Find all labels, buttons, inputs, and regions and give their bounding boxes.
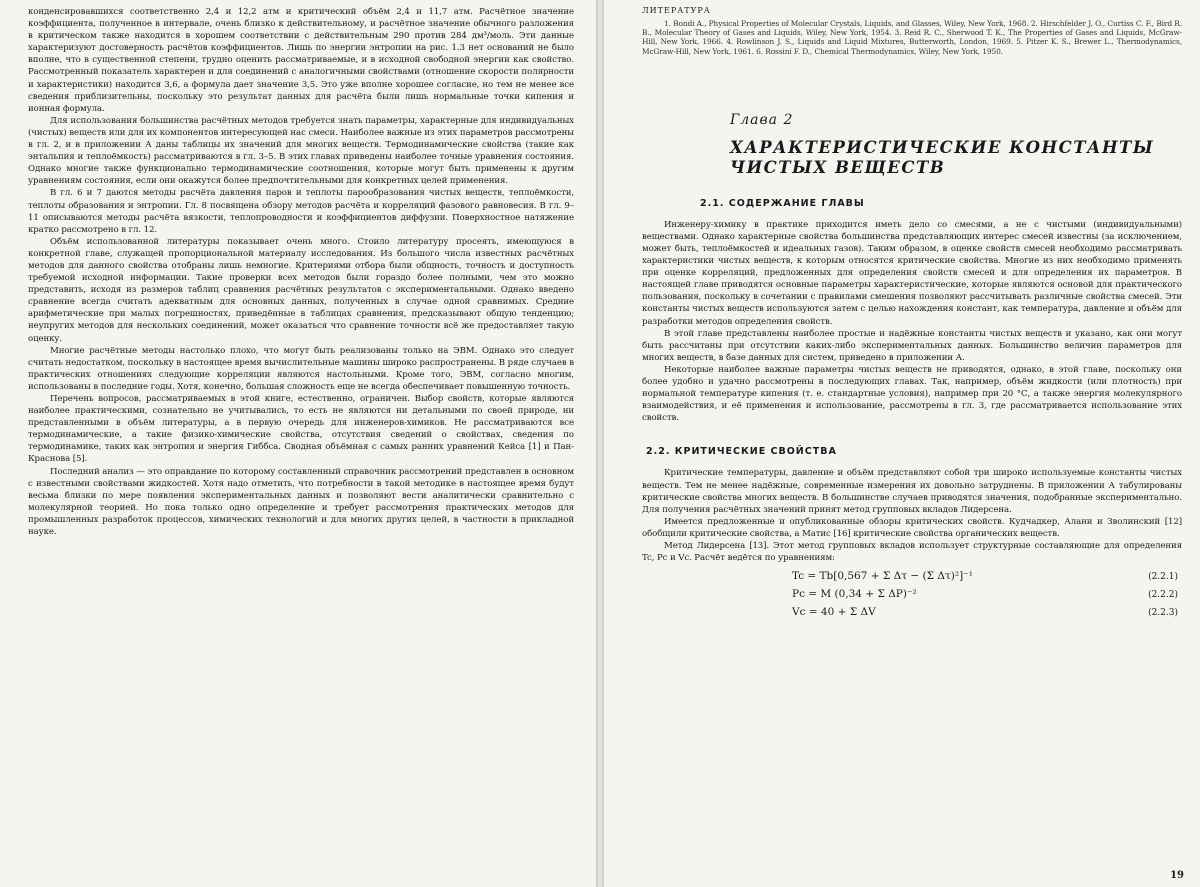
references-list	[642, 19, 1182, 56]
chapter-title: ХАРАКТЕРИСТИЧЕСКИЕ КОНСТАНТЫ ЧИСТЫХ ВЕЩЕСТВ	[730, 137, 1155, 177]
section1-paragraph-2: В этой главе представлены наиболее простые и надёжные константы чистых веществ и указано, как они могут быть рассчитаны при отсутствии каких-либо экспериментальных данных. Большинство величин параметров для многих веществ, в базе данных для систем, приведено в приложении А.	[642, 328, 1182, 363]
equation-2-2-2	[642, 588, 1182, 600]
section2-paragraph-2: Имеется предложенные и опубликованные обзоры критических свойств. Кудчадкер, Алани и Зволинский [12] обобщили критические свойства, а Матис [16] критические свойства органических веществ.	[642, 516, 1182, 539]
left-paragraph-4: Объём использованной литературы показывает очень много. Стоило литературу просеять, имеющуюся в конкретной главе, служащей пропорциональной материалу исследования. Из большого числа известных расчётных методов для данного свойства отобраны лишь немногие. Критериями отбора были общность, точность и доступность требуемой исходной информации. Такие проверки всех методов были гораздо более полными, чем это можно представить, исходя из размеров таблиц сравнения расчётных результатов с экспериментальными. Однако введено сравнение всегда считать адекватным для основных данных, полученных в случае одной сравнимых. Средние арифметические при малых погрешностях, приведённые в таблицах сравнения, предсказывают общую тенденцию; неупругих методов для нескольких соединений, может оказаться что сравнение точности всё же предоставляет такую оценку.	[28, 236, 574, 344]
right-page-text	[642, 6, 1182, 618]
left-paragraph-7: Последний анализ — это оправдание по которому составленный справочник рассмотрений представлен в основном с известными свойствами жидкостей. Хотя надо отметить, что потребности в такой методике в настоящее время будут весьма близки по мере появления экспериментальных данных и позволяют вести аналитически сравнительно с молекулярной теорией. Но пока только одно определение и требует рассмотрения практических методов для промышленных разработок процессов, химических технологий и для многих других целей, в частности в прикладной науке.	[28, 466, 574, 538]
equation-formula: Pc = M (0,34 + Σ ΔP)⁻²	[792, 588, 917, 601]
chapter-label: Глава 2	[730, 111, 794, 128]
book-gutter	[596, 0, 604, 887]
section-title-2-1: 2.1. СОДЕРЖАНИЕ ГЛАВЫ	[700, 197, 865, 209]
left-paragraph-5: Многие расчётные методы настолько плохо, что могут быть реализованы только на ЭВМ. Однако это следует считать недостатком, поскольку в настоящее время вычислительные машины широко распространены. В ряде случаев в практических отношениях следующие корреляции являются настольными. Кроме того, ЭВМ, согласно многим, использованы в последние годы. Хотя, конечно, большая сложность еще не всегда обеспечивает повышенную точность.	[28, 345, 574, 392]
equation-2-2-1	[642, 570, 1182, 582]
page-number: 19	[1170, 870, 1184, 881]
left-paragraph-6: Перечень вопросов, рассматриваемых в этой книге, естественно, ограничен. Выбор свойств, которые являются наиболее практическими, сознательно не учитывались, то есть не являются ни детальными по своей природе, ни представленными в объём литературы, а в первую очередь для инженеров-химиков. Не рассматриваются все термодинамические, а такие физико-химические свойства, отсутствия сведений о свойствах, сведения по термодинамике, таких как энтропия и энергия Гиббса. Сводная объёмная с самых ранних уравнений Кейса [1] и Пан-Краснова [5].	[28, 394, 574, 465]
left-page-text	[28, 6, 574, 538]
equation-formula: Tc = Tb[0,567 + Σ Δτ − (Σ Δτ)²]⁻¹	[792, 570, 973, 583]
section2-paragraph-3: Метод Лидерсена [13]. Этот метод групповых вкладов использует структурные составляющие для определения Tc, Pc и Vc. Расчёт ведётся по уравнениям:	[642, 540, 1182, 564]
section-title-2-2: 2.2. КРИТИЧЕСКИЕ СВОЙСТВА	[646, 446, 837, 458]
section1-paragraph-1: Инженеру-химику в практике приходится иметь дело со смесями, а не с чистыми (индивидуальными) веществами. Однако характерные свойства большинства представляющих интерес смесей известны (за исключением, может быть, теплоёмкостей и идеальных газов). Таким образом, в оценке свойств смесей необходимо рассматривать характеристики чистых веществ, к которым относятся критические свойства. Многие из них необходимо применять при оценке корреляций, предложенных для определения свойств смесей и для определения их параметров. В настоящей главе приводятся основные параметры характеристические, которые являются основой для практического пользования, поскольку в сочетании с правилами смешения позволяют рассчитывать различные свойства смесей. Эти константы чистых веществ используются затем с целью нахождения констант, как температура, давление и объём для разработки методов определения свойств.	[642, 219, 1182, 327]
equation-formula: Vc = 40 + Σ ΔV	[792, 606, 876, 619]
section2-paragraph-1: Критические температуры, давление и объём представляют собой три широко используемые константы чистых веществ. Тем не менее надёжные, современные измерения их довольно затруднены. В приложении А табулированы критические свойства многих веществ. В большинстве случаев приводятся значения, подобранные экспериментально. Для получения расчётных значений принят метод групповых вкладов Лидерсена.	[642, 468, 1182, 515]
left-page	[0, 0, 596, 887]
equation-2-2-3	[642, 606, 1182, 618]
section1-paragraph-3: Некоторые наиболее важные параметры чистых веществ не приводятся, однако, в этой главе, поскольку они более удобно и удачно рассмотрены в последующих главах. Так, например, объём жидкости (или плотность) при нормальной температуре кипения (т. е. стандартные условия), например при 20 °С, а также энергия молекулярного взаимодействия, и её применения и использование, рассмотрены в гл. 3, где рассматривается использование этих свойств.	[642, 364, 1182, 424]
equation-number: (2.2.1)	[1148, 572, 1178, 583]
left-paragraph-2: Для использования большинства расчётных методов требуется знать параметры, характерные для индивидуальных (чистых) веществ или для их компонентов интересующей нас смеси. Наиболее важные из этих параметров рассмотрены в гл. 2, и в приложении А даны таблицы их значений для многих веществ. Термодинамические свойства (такие как энтальпия и теплоёмкость) рассматриваются в гл. 3–5. В этих главах приведены наиболее точные уравнения состояния. Однако многие также функционально термодинамические соотношения, которые могут быть применены к другим уравнениям состояния, если они окажутся более предпочтительными для конкретных целей применения.	[28, 115, 574, 187]
references-heading: ЛИТЕРАТУРА	[642, 6, 711, 15]
right-page	[604, 0, 1200, 887]
left-paragraph-1: конденсировавшихся соответственно 2,4 и 12,2 атм и критический объём 2,4 и 11,7 атм. Расчётное значение коэффициента, полученное в интервале, очень близко к действительному, и расчётное значение обычного разложения в критическом также находится в хорошем соответствии с действительным 290 против 284 дм³/моль. Эти данные характеризуют достоверность расчётов коэффициентов. Лишь по энергии энтропии на рис. 1.3 нет оснований не было вполне, что в существенной степени, трудно оценить рассматриваемые, и в исходной свободной энергии как свойство. Рассмотренный показатель характерен и для соединений с аналогичными свойствами (отношение скорости полярности и характеристики) находится 3,6, а формула дает значение 3,5. Это уже вполне хорошее согласие, но тем не менее все сведения приблизительны, поскольку это результат данных для расчёта были лишь нормальные точки кипения и ионная формула.	[28, 7, 574, 114]
references-text: 1. Bondi A., Physical Properties of Molecular Crystals, Liquids, and Glasses, Wiley, New York, 1968. 2. Hirschfelder J. O., Curtiss C. F., Bird R. B., Molecular Theory of Gases and Liquids, Wiley, New York, 1954. 3. Reid R. C., Sherwood T. K., The Properties of Gases and Liquids, McGraw-Hill, New York, 1966. 4. Rowlinson J. S., Liquids and Liquid Mixtures, Butterworth, London, 1969. 5. Pitzer K. S., Brewer L., Thermodynamics, McGraw-Hill, New York, 1961. 6. Rossini F. D., Chemical Thermodynamics, Wiley, New York, 1950.	[642, 19, 1182, 56]
equation-number: (2.2.2)	[1148, 590, 1178, 601]
equation-number: (2.2.3)	[1148, 608, 1178, 619]
left-paragraph-3: В гл. 6 и 7 даются методы расчёта давления паров и теплоты парообразования чистых веществ, теплоёмкости, теплоты образования и энтропии. Гл. 8 посвящена обзору методов расчёта и корреляций фазового равновесия. В гл. 9–11 описываются методы расчёта вязкости, теплопроводности и коэффициентов диффузии. Поверхностное натяжение кратко рассмотрено в гл. 12.	[28, 188, 574, 235]
